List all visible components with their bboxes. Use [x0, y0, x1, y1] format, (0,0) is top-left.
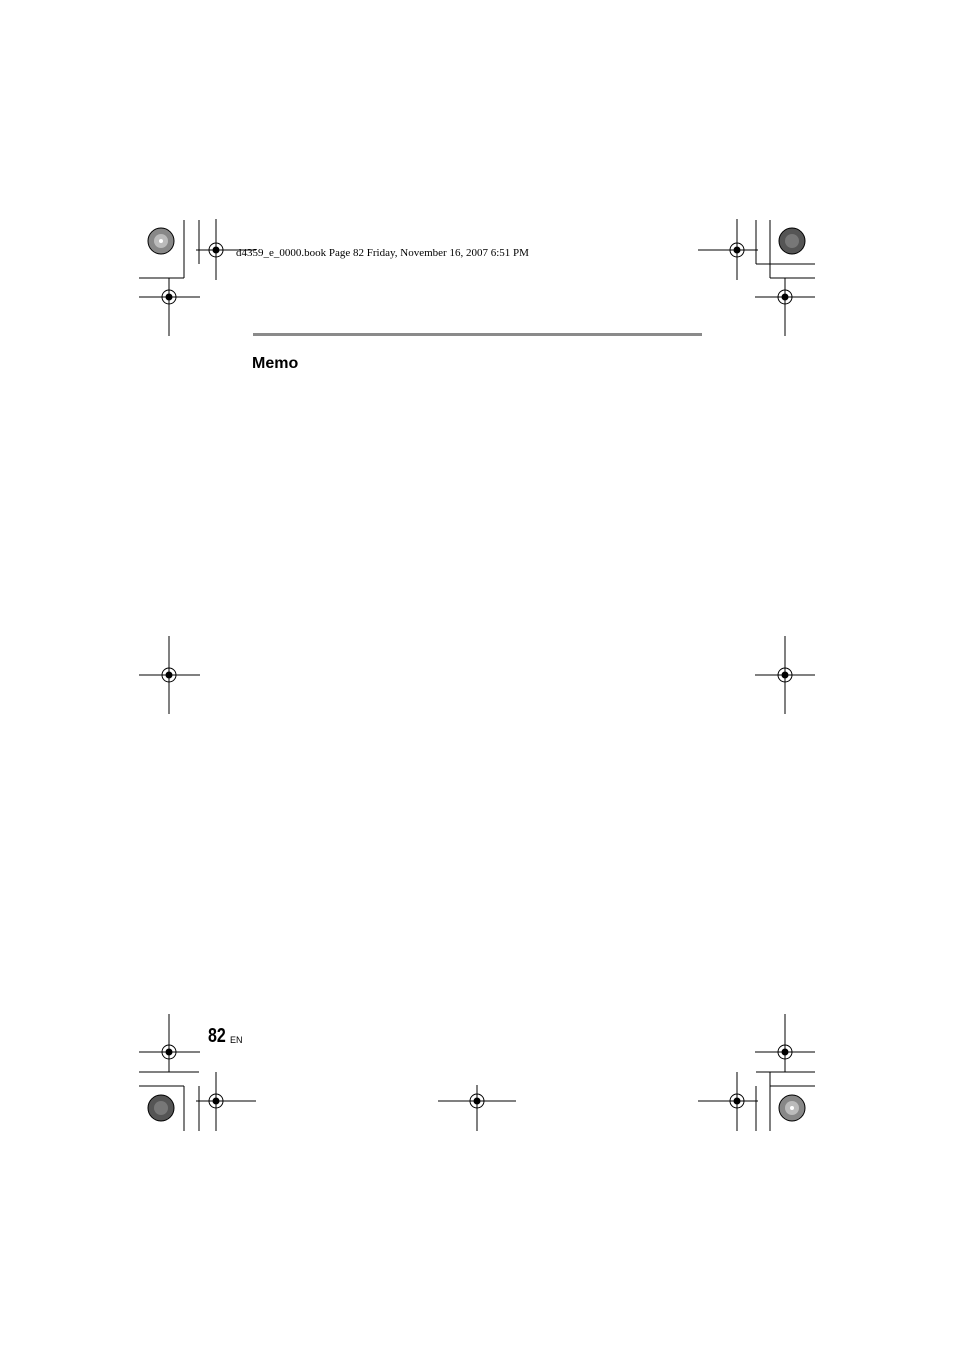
starburst-mark-bottom-right [779, 1095, 805, 1121]
language-code: EN [230, 1035, 243, 1045]
starburst-mark-top-left [148, 228, 174, 254]
section-rule [253, 333, 702, 336]
file-info-header: d4359_e_0000.book Page 82 Friday, November 16, 2007 6:51 PM [236, 247, 529, 259]
section-title: Memo [252, 355, 299, 372]
page-number: 82 [208, 1025, 226, 1047]
starburst-mark-bottom-left [148, 1095, 174, 1121]
starburst-mark-top-right [779, 228, 805, 254]
registration-mark [139, 219, 815, 1131]
